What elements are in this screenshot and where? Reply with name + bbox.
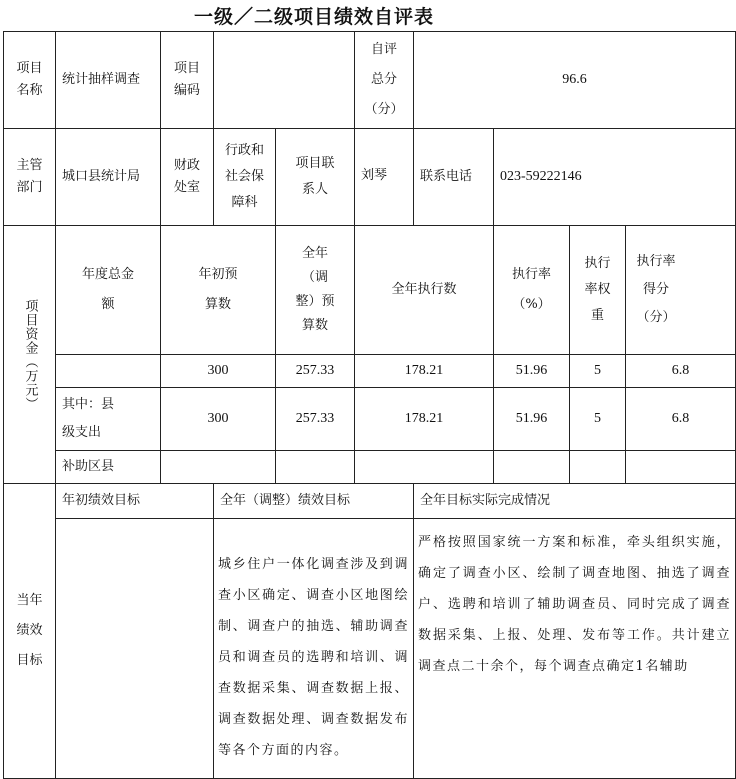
county-score: 6.8 [626,388,736,451]
funds-side-label: 项目资金（万元） [4,226,56,484]
subsidy-weight [570,451,626,484]
subsidy-label: 补助区县 [56,451,161,484]
subsidy-adjusted [276,451,355,484]
county-executed: 178.21 [355,388,494,451]
dept-value: 城口县统计局 [56,129,161,226]
project-name-value: 统计抽样调查 [56,32,161,129]
office-label: 财政处室 [161,129,214,226]
page-title: 一级／二级项目绩效自评表 [193,6,434,28]
goals-adjusted-header: 全年（调整）绩效目标 [214,484,414,519]
county-initial: 300 [161,388,276,451]
goals-adjusted-text: 城乡住户一体化调查涉及到调查小区确定、调查小区地图绘制、调查户的抽选、辅助调查员和调查员的选聘和培训、调查数据采集、调查数据上报、调查数据处理、调查数据发布等各个方面的内容。 [218,557,410,758]
funds-weight-header: 执行率权重 [570,226,626,355]
dept-label: 主管部门 [4,129,56,226]
goals-adjusted-cell [214,519,414,779]
county-adjusted: 257.33 [276,388,355,451]
funds-executed-header: 全年执行数 [355,226,494,355]
funds-initial-header: 年初预算数 [161,226,276,355]
goals-actual-header: 全年目标实际完成情况 [414,484,736,519]
funds-total-header: 年度总金额 [56,226,161,355]
total-rate: 51.96 [494,355,570,388]
row-goals-header [4,484,736,519]
goals-actual-text: 严格按照国家统一方案和标准，牵头组织实施，确定了调查小区、绘制了调查地图、抽选了调查户、选聘和培训了辅助调查员、同时完成了调查数据采集、上报、处理、发布等工作。共计建立调查点二十余个，每个调查点确定1名辅助 [418,535,732,674]
self-score-value: 96.6 [414,32,736,129]
office-value: 行政和社会保障科 [214,129,276,226]
goals-actual-cell [414,519,736,779]
row-funds-header [4,226,736,355]
total-executed: 178.21 [355,355,494,388]
contact-value: 刘琴 [355,129,414,226]
county-rate: 51.96 [494,388,570,451]
funds-score-header: 执行率得分（分） [626,226,736,355]
row-goals-content [4,519,736,779]
total-score: 6.8 [626,355,736,388]
phone-value: 023-59222146 [494,129,736,226]
contact-label: 项目联系人 [276,129,355,226]
county-label: 其中：县级支出 [56,388,161,451]
funds-total-blank [56,355,161,388]
goals-initial-header: 年初绩效目标 [56,484,214,519]
row-funds-county [4,388,736,451]
total-initial: 300 [161,355,276,388]
self-score-label: 自评 总分 （分） [355,32,414,129]
row-funds-total [4,355,736,388]
project-code-value [214,32,355,129]
evaluation-table [3,31,736,779]
total-adjusted: 257.33 [276,355,355,388]
project-name-label: 项目名称 [4,32,56,129]
funds-adjusted-header: 全年（调整）预算数 [276,226,355,355]
subsidy-executed [355,451,494,484]
total-weight: 5 [570,355,626,388]
row-project-info [4,32,736,129]
subsidy-rate [494,451,570,484]
goals-initial-text [56,519,214,779]
county-weight: 5 [570,388,626,451]
project-code-label: 项目编码 [161,32,214,129]
row-department [4,129,736,226]
goals-side-label: 当年绩效目标 [4,484,56,779]
phone-label: 联系电话 [414,129,494,226]
subsidy-initial [161,451,276,484]
subsidy-score [626,451,736,484]
row-funds-subsidy [4,451,736,484]
funds-rate-header: 执行率（%） [494,226,570,355]
